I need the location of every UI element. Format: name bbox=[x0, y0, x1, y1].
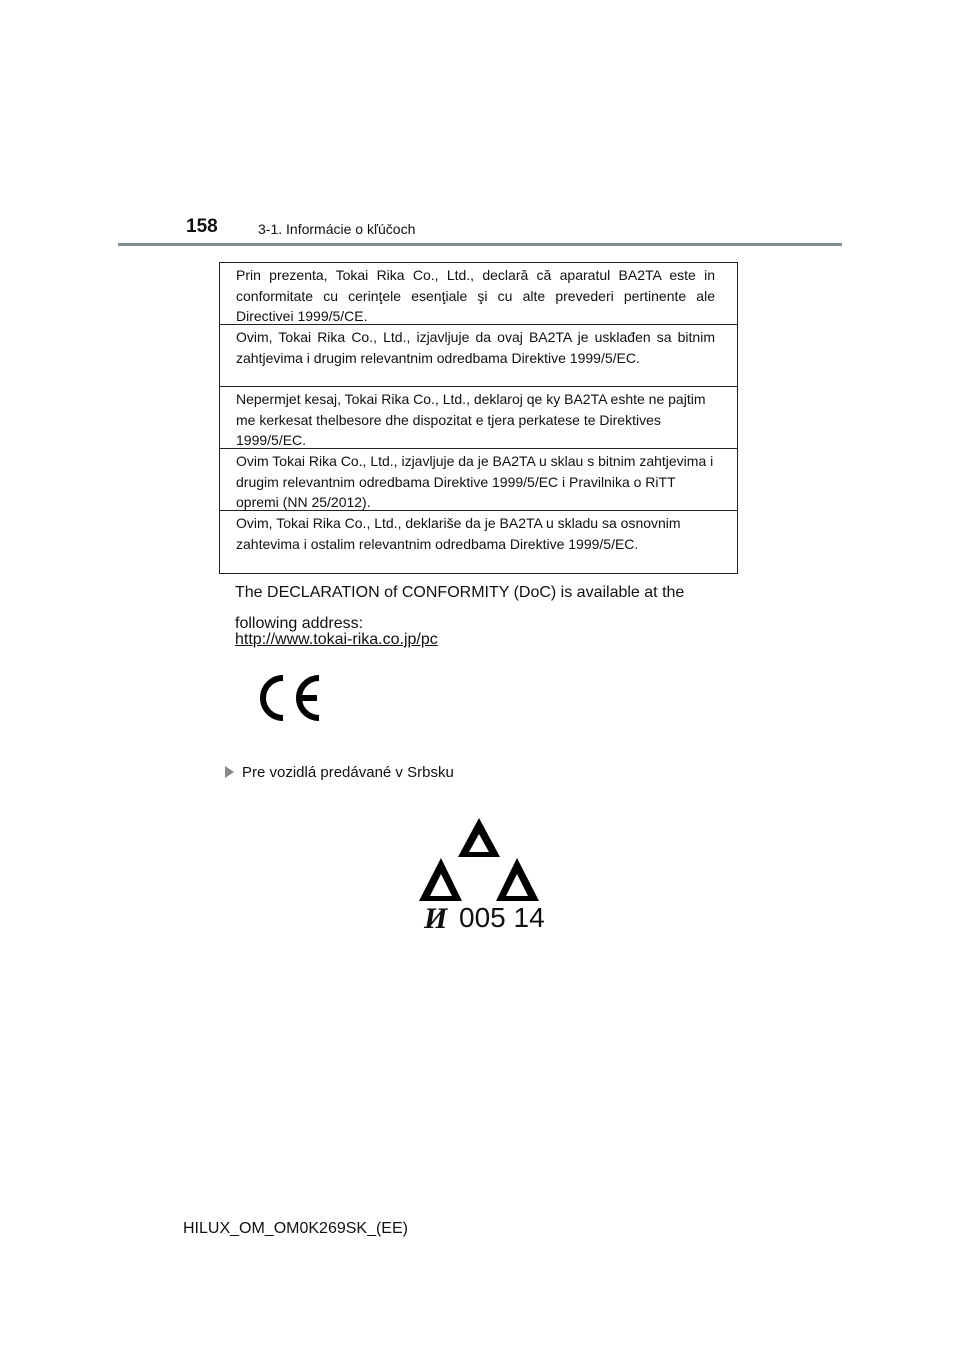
declaration-serbian: Ovim, Tokai Rika Co., Ltd., deklariše da je BA2TA u skladu sa osnovnim zahtevima i ostalim relevantnim odredbama Direktive 1999/5/EC. bbox=[236, 515, 681, 552]
section-title: 3-1. Informácie o kľúčoch bbox=[258, 221, 416, 237]
serbia-mark-code: 005 14 bbox=[459, 902, 545, 933]
serbia-conformity-mark-icon bbox=[415, 812, 545, 907]
serbia-bullet bbox=[225, 764, 454, 781]
footer-document-code: HILUX_OM_OM0K269SK_(EE) bbox=[183, 1220, 408, 1237]
serbia-mark-letter: И bbox=[424, 902, 448, 935]
doc-url-link[interactable]: http://www.tokai-rika.co.jp/pc bbox=[235, 631, 438, 648]
triangle-bullet-icon bbox=[225, 766, 234, 778]
serbia-bullet-text: Pre vozidlá predávané v Srbsku bbox=[242, 764, 454, 781]
declaration-croatian: Ovim Tokai Rika Co., Ltd., izjavljuje da je BA2TA u sklau s bitnim zahtjevima i drugim relevantnim odredbama Direktive 1999/5/EC i Pravilnika o RiTT opremi (NN 25/2012). bbox=[220, 449, 737, 511]
declarations-table bbox=[219, 262, 738, 574]
doc-statement: The DECLARATION of CONFORMITY (DoC) is available at the following address: bbox=[235, 584, 685, 632]
declaration-bosnian: Ovim, Tokai Rika Co., Ltd., izjavljuje da ovaj BA2TA je usklađen sa bitnim zahtjevima i drugim relevantnim odredbama Direktive 1999/5/EC. bbox=[220, 325, 737, 387]
ce-mark-icon bbox=[253, 672, 325, 724]
declaration-romanian: Prin prezenta, Tokai Rika Co., Ltd., declară că aparatul BA2TA este in conformitate cu cerinţele esenţiale şi cu alte prevederi pertinente ale Directivei 1999/5/CE. bbox=[220, 263, 737, 325]
ce-mark-text: CE bbox=[289, 702, 291, 703]
page-number: 158 bbox=[186, 216, 218, 237]
header-rule bbox=[118, 243, 842, 246]
declaration-albanian: Nepermjet kesaj, Tokai Rika Co., Ltd., deklaroj qe ky BA2TA eshte ne pajtim me kerkesat thelbesore dhe dispozitat e tjera perkatese te Direktives 1999/5/EC. bbox=[220, 387, 737, 449]
